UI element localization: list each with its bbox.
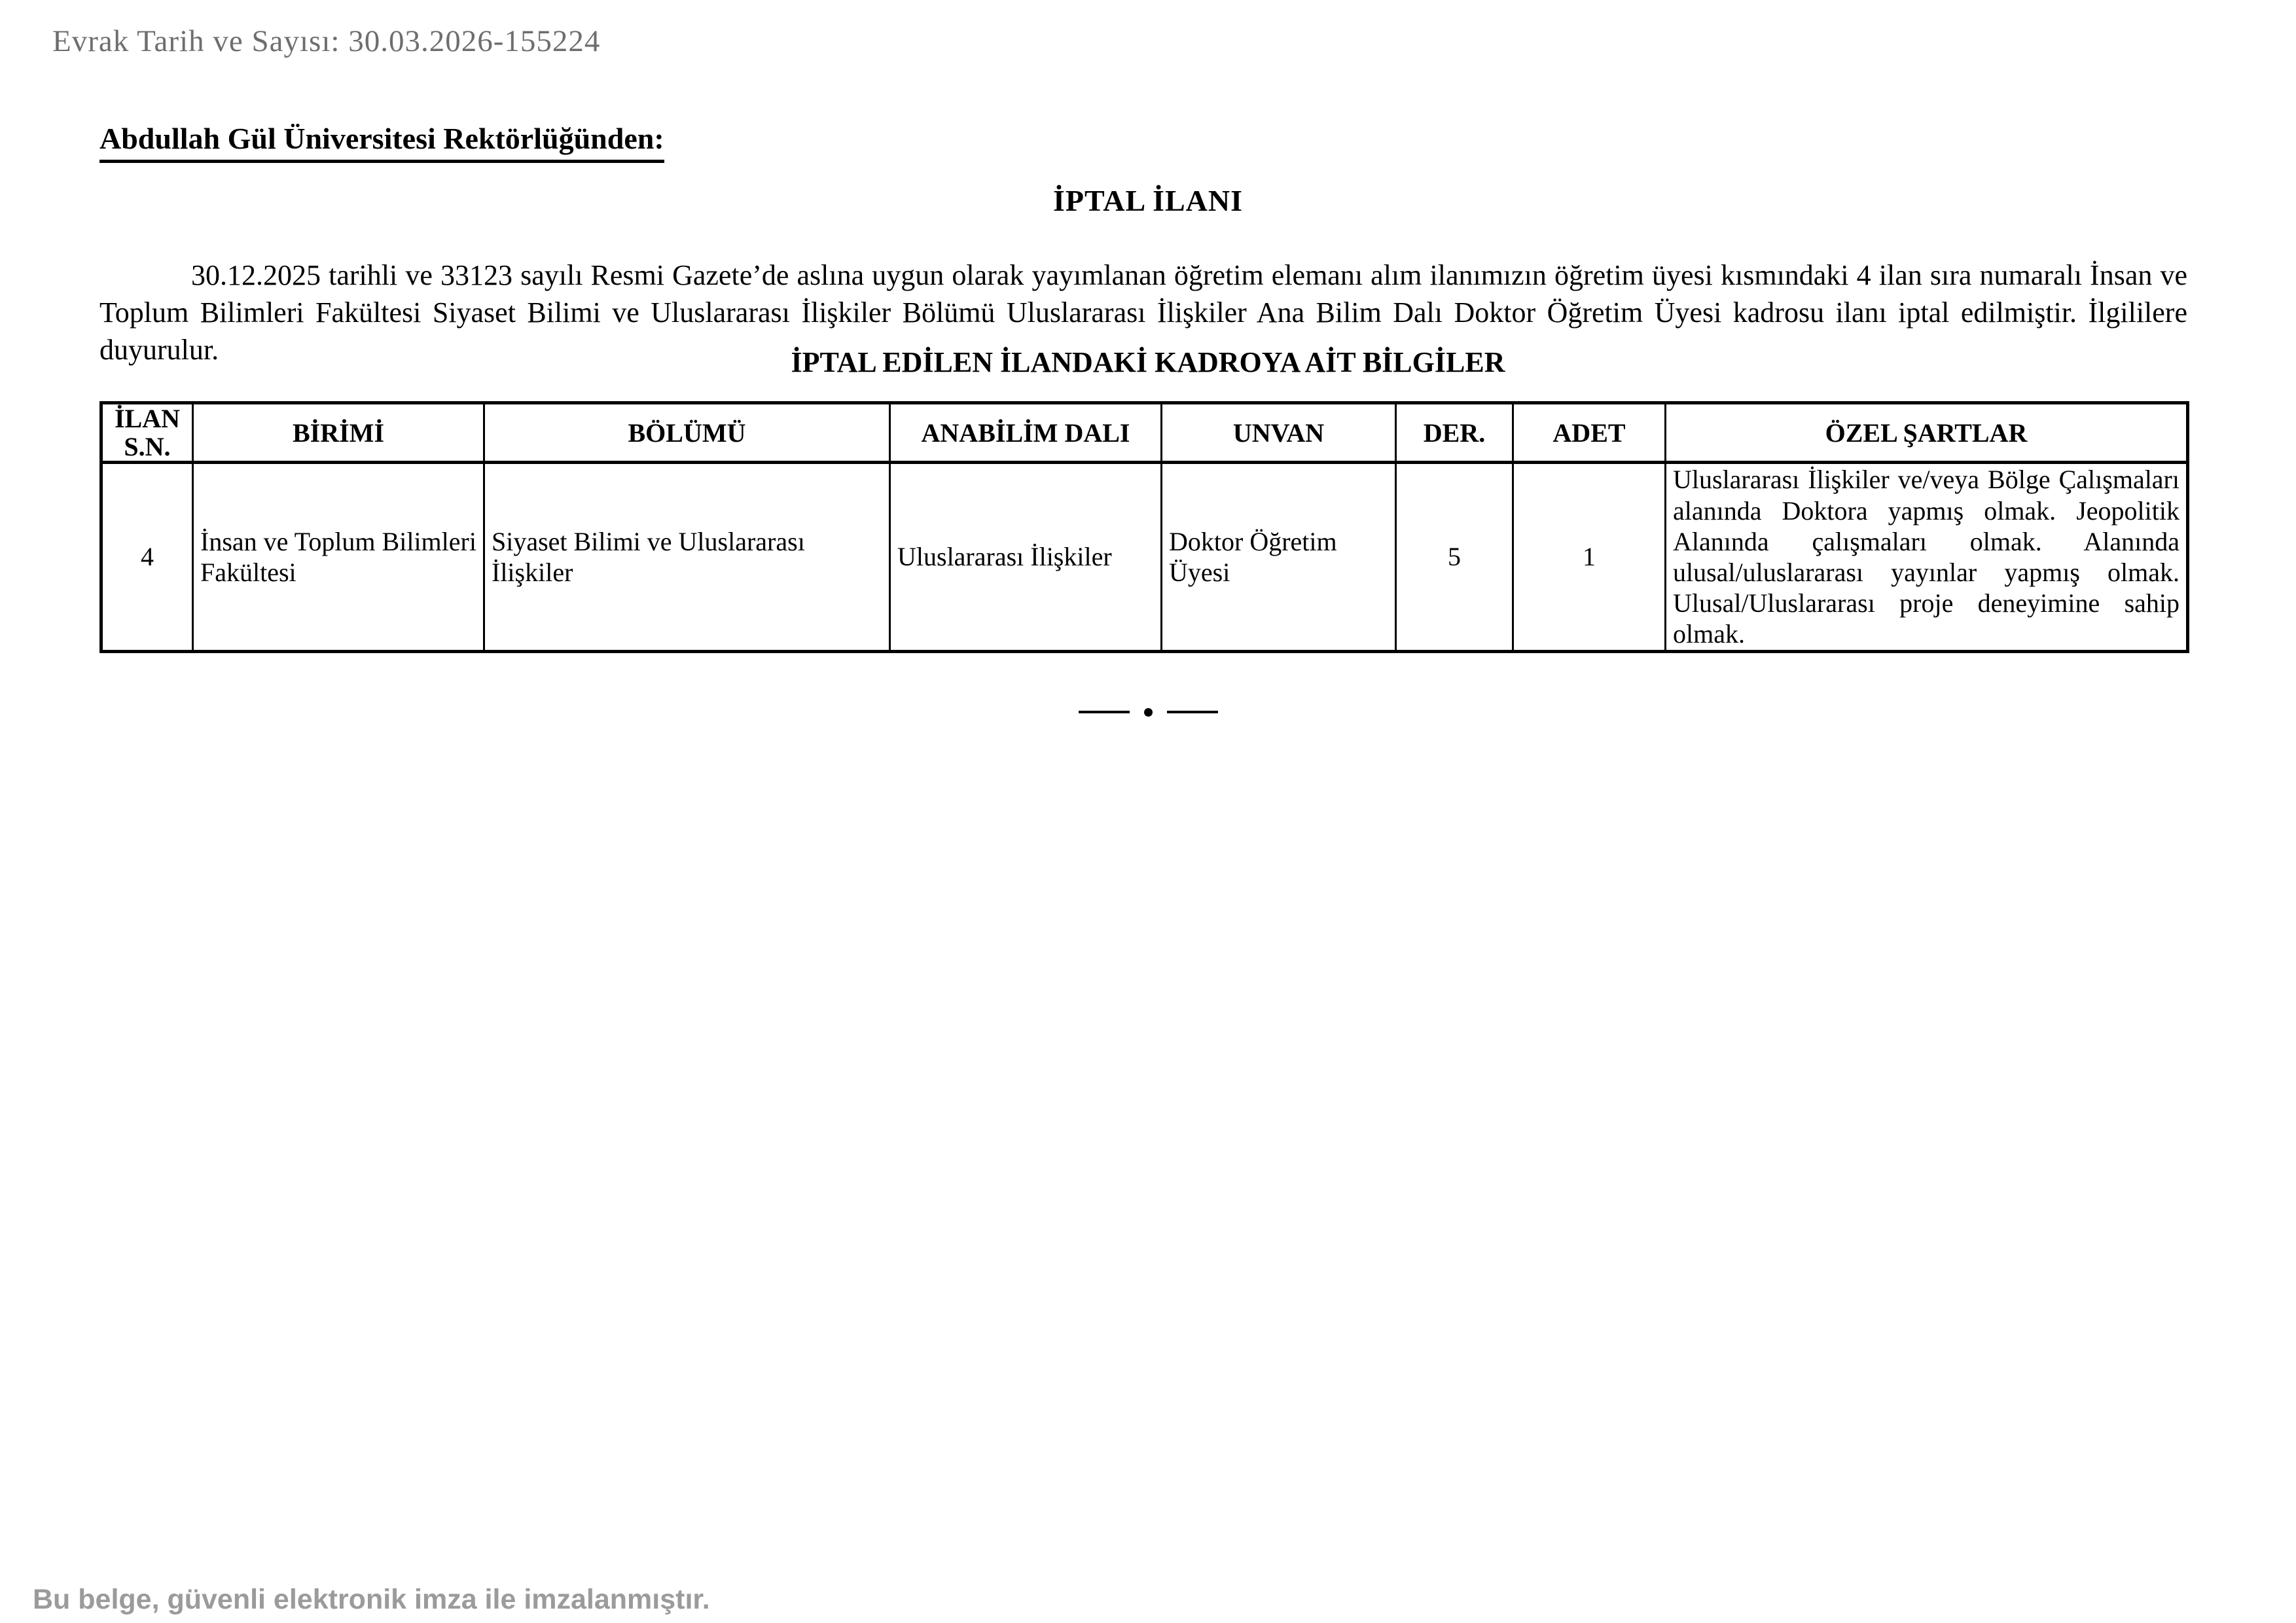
cell-birimi: İnsan ve Toplum Bilimleri Fakültesi (193, 463, 484, 651)
cell-ilan-sn: 4 (101, 463, 193, 651)
cell-anabilim-dali: Uluslararası İlişkiler (890, 463, 1162, 651)
column-header-birimi: BİRİMİ (193, 403, 484, 463)
column-header-unvan: UNVAN (1162, 403, 1396, 463)
cell-der: 5 (1396, 463, 1513, 651)
section-divider (0, 699, 2296, 725)
cell-unvan: Doktor Öğretim Üyesi (1162, 463, 1396, 651)
table-header-row (101, 403, 2188, 463)
column-header-adet: ADET (1513, 403, 1666, 463)
table-row (101, 463, 2188, 651)
cell-adet: 1 (1513, 463, 1666, 651)
announcement-paragraph: 30.12.2025 tarihli ve 33123 sayılı Resmi Gazete’de aslına uygun olarak yayımlanan öğretim elemanı alım ilanımızın öğretim üyesi kısmındaki 4 ilan sıra numaralı İnsan ve Toplum Bilimleri Fakültesi Siyaset Bilimi ve Uluslararası İlişkiler Bölümü Uluslararası İlişkiler Ana Bilim Dalı Doktor Öğretim Üyesi kadrosu ilanı iptal edilmiştir. İlgililere duyurulur. (99, 259, 2187, 366)
electronic-signature-note: Bu belge, güvenli elektronik imza ile imzalanmıştır. (33, 1584, 710, 1615)
column-header-bolumu: BÖLÜMÜ (484, 403, 890, 463)
column-header-ilan-sn: İLAN S.N. (101, 403, 193, 463)
organization-heading: Abdullah Gül Üniversitesi Rektörlüğünden: (99, 121, 664, 163)
cell-ozel-sartlar: Uluslararası İlişkiler ve/veya Bölge Çalışmaları alanında Doktora yapmış olmak. Jeopolitik Alanında çalışmaları olmak. Alanında ulusal/uluslararası yayınlar yapmış olmak. Ulusal/Uluslararası proje deneyimine sahip olmak. (1666, 463, 2188, 651)
table-title: İPTAL EDİLEN İLANDAKİ KADROYA AİT BİLGİLER (791, 346, 1505, 378)
divider-line-right (1167, 711, 1218, 713)
divider-bullet-icon (1144, 708, 1153, 717)
page-title: İPTAL İLANI (1052, 184, 1244, 217)
cancelled-position-table (99, 401, 2189, 653)
column-header-anabilim-dali: ANABİLİM DALI (890, 403, 1162, 463)
column-header-ozel-sartlar: ÖZEL ŞARTLAR (1666, 403, 2188, 463)
column-header-der: DER. (1396, 403, 1513, 463)
divider-line-left (1079, 711, 1130, 713)
document-stamp: Evrak Tarih ve Sayısı: 30.03.2026-155224 (52, 24, 601, 58)
cell-bolumu: Siyaset Bilimi ve Uluslararası İlişkiler (484, 463, 890, 651)
